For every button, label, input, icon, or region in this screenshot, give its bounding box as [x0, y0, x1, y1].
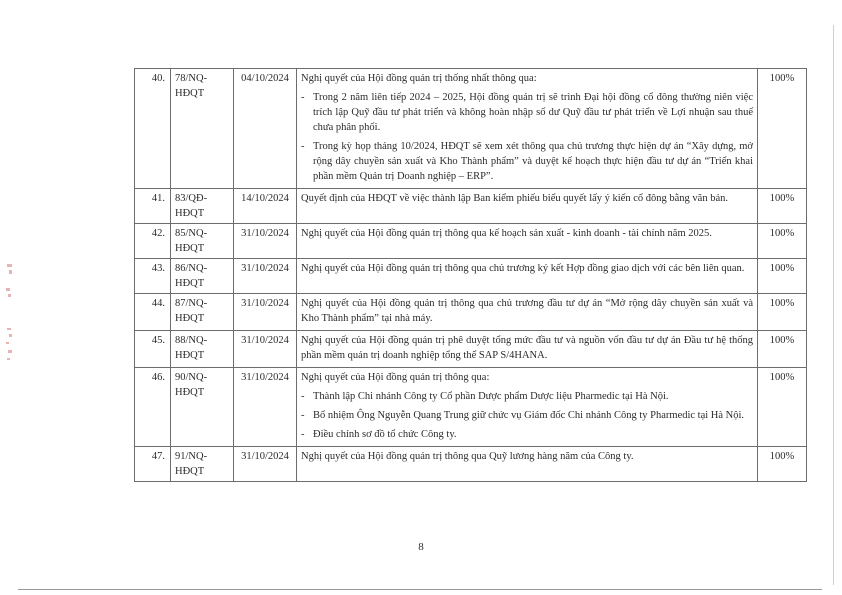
resolution-bullet-item [301, 139, 753, 184]
resolution-number: 88/NQ-HĐQT [171, 331, 234, 368]
approval-rate: 100% [758, 224, 807, 259]
resolution-date: 31/10/2024 [234, 368, 297, 447]
bullet-marker: - [301, 391, 305, 402]
resolution-summary: Nghị quyết của Hội đồng quản trị thông qua kế hoạch sản xuất - kinh doanh - tài chính năm 2025. [301, 228, 712, 239]
resolution-date: 31/10/2024 [234, 259, 297, 294]
resolution-summary: Nghị quyết của Hội đồng quản trị thông qua chủ trương đầu tư dự án “Mở rộng dây chuyền sản xuất và Kho Thành phẩm” tại nhà máy. [301, 298, 753, 324]
bullet-text: Bổ nhiệm Ông Nguyễn Quang Trung giữ chức vụ Giám đốc Chi nhánh Công ty Pharmedic tại Hà Nội. [313, 410, 745, 421]
resolution-summary: Nghị quyết của Hội đồng quản trị thông qua: [301, 372, 490, 383]
approval-rate: 100% [758, 189, 807, 224]
resolution-bullet-item [301, 408, 753, 423]
resolution-date: 31/10/2024 [234, 294, 297, 331]
resolution-content [297, 331, 758, 368]
approval-rate: 100% [758, 259, 807, 294]
approval-rate: 100% [758, 331, 807, 368]
table-row [135, 189, 807, 224]
resolution-bullet-item [301, 90, 753, 135]
resolution-content [297, 224, 758, 259]
bullet-text: Trong kỳ họp tháng 10/2024, HĐQT sẽ xem xét thông qua chủ trương thực hiện dự án “Xây dựng, mở rộng dây chuyền sản xuất và Kho Thành phẩm” và duyệt kế hoạch thực hiện đầu tư dự án “Triển khai phần mềm Quản trị Doanh nghiệp – ERP”. [313, 141, 753, 182]
table-row [135, 69, 807, 189]
resolution-content [297, 189, 758, 224]
table-row [135, 259, 807, 294]
resolution-summary: Quyết định của HĐQT về việc thành lập Ban kiểm phiếu biểu quyết lấy ý kiến cổ đông bằng văn bản. [301, 193, 728, 204]
bullet-marker: - [301, 141, 305, 152]
row-index: 45. [135, 331, 171, 368]
resolution-bullet-item [301, 389, 753, 404]
resolution-number: 86/NQ-HĐQT [171, 259, 234, 294]
resolution-date: 31/10/2024 [234, 224, 297, 259]
row-index: 47. [135, 447, 171, 482]
bullet-marker: - [301, 92, 305, 103]
table-row [135, 368, 807, 447]
page-number: 8 [418, 541, 424, 553]
row-index: 44. [135, 294, 171, 331]
resolution-number: 87/NQ-HĐQT [171, 294, 234, 331]
approval-rate: 100% [758, 368, 807, 447]
row-index: 46. [135, 368, 171, 447]
resolutions-table-body [135, 69, 807, 482]
bullet-marker: - [301, 410, 305, 421]
resolution-bullet-item [301, 427, 753, 442]
approval-rate: 100% [758, 447, 807, 482]
bullet-text: Điều chỉnh sơ đồ tổ chức Công ty. [313, 429, 457, 440]
resolution-date: 14/10/2024 [234, 189, 297, 224]
margin-stamp-residue [3, 258, 17, 378]
row-index: 41. [135, 189, 171, 224]
resolutions-table [134, 68, 807, 482]
approval-rate: 100% [758, 294, 807, 331]
bullet-marker: - [301, 429, 305, 440]
resolution-summary: Nghị quyết của Hội đồng quản trị phê duyệt tổng mức đầu tư và nguồn vốn đầu tư dự án Đầu tư hệ thống phần mềm quản trị doanh nghiệp tổng thể SAP S/4HANA. [301, 335, 753, 361]
resolution-number: 91/NQ-HĐQT [171, 447, 234, 482]
bullet-text: Thành lập Chi nhánh Công ty Cổ phần Dược phẩm Dược liệu Pharmedic tại Hà Nội. [313, 391, 669, 402]
resolution-content [297, 368, 758, 447]
row-index: 43. [135, 259, 171, 294]
resolution-date: 31/10/2024 [234, 447, 297, 482]
resolution-number: 83/QĐ-HĐQT [171, 189, 234, 224]
resolution-summary: Nghị quyết của Hội đồng quản trị thông qua Quỹ lương hàng năm của Công ty. [301, 451, 634, 462]
resolution-content [297, 259, 758, 294]
resolution-content [297, 69, 758, 189]
resolution-number: 85/NQ-HĐQT [171, 224, 234, 259]
table-row [135, 224, 807, 259]
scan-bottom-line [18, 589, 822, 590]
row-index: 42. [135, 224, 171, 259]
row-index: 40. [135, 69, 171, 189]
resolution-content [297, 447, 758, 482]
resolution-summary: Nghị quyết của Hội đồng quản trị thống nhất thông qua: [301, 73, 537, 84]
scan-edge-line [833, 25, 834, 585]
table-row [135, 331, 807, 368]
table-row [135, 447, 807, 482]
resolution-date: 04/10/2024 [234, 69, 297, 189]
bullet-text: Trong 2 năm liên tiếp 2024 – 2025, Hội đồng quản trị sẽ trình Đại hội đồng cổ đông thường niên việc trích lập Quỹ đầu tư phát triển và không hoàn nhập số dư Quỹ đầu tư phát triển về Lợi nhuận sau thuế chưa phân phối. [313, 92, 753, 133]
resolution-content [297, 294, 758, 331]
approval-rate: 100% [758, 69, 807, 189]
resolution-summary: Nghị quyết của Hội đồng quản trị thông qua chủ trương ký kết Hợp đồng giao dịch với các bên liên quan. [301, 263, 745, 274]
resolution-number: 78/NQ-HĐQT [171, 69, 234, 189]
table-row [135, 294, 807, 331]
resolution-number: 90/NQ-HĐQT [171, 368, 234, 447]
resolution-date: 31/10/2024 [234, 331, 297, 368]
